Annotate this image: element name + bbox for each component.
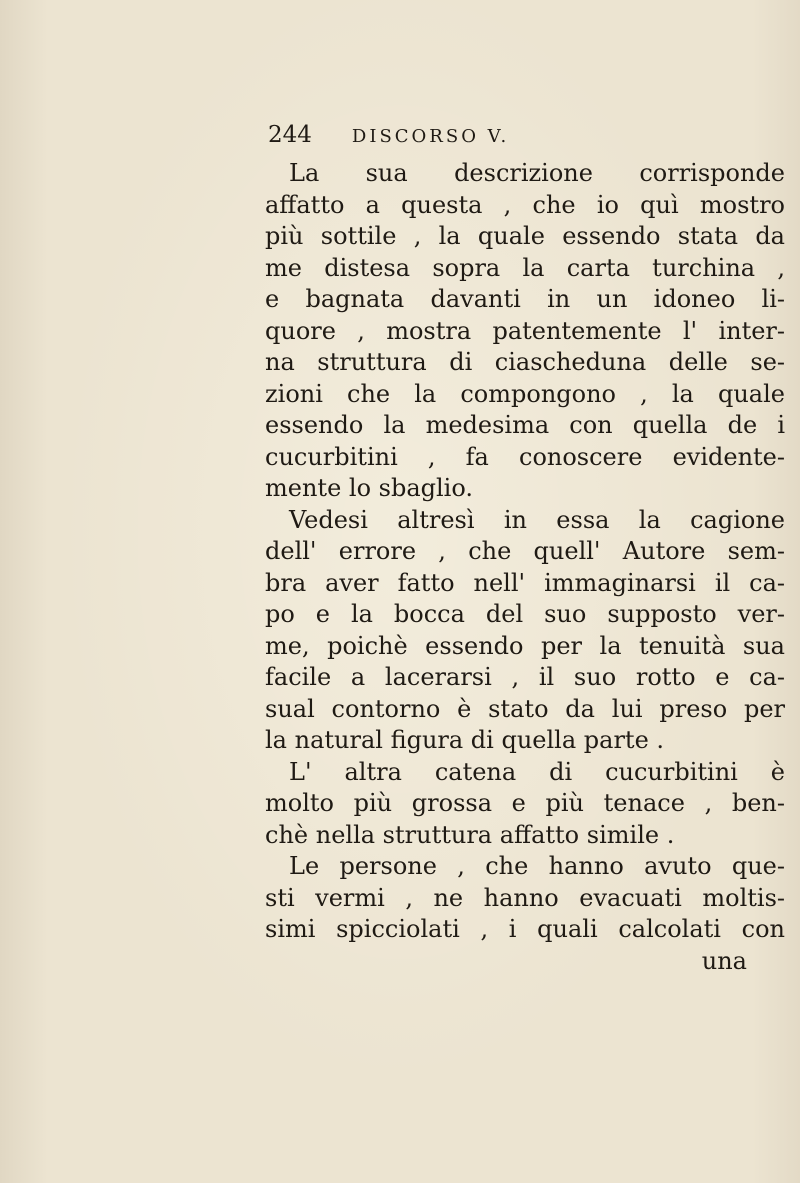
text-line: quore , mostra patentemente l' inter- (265, 316, 785, 345)
text-line: e bagnata davanti in un idoneo li- (265, 285, 785, 313)
text-line: Le persone , che hanno avuto que- (289, 852, 785, 880)
text-line: facile a lacerarsi , il suo rotto e ca- (265, 663, 785, 691)
text-line: affatto a questa , che io quì mostro (265, 190, 785, 219)
text-line: me distesa sopra la carta turchina , (265, 253, 785, 282)
text-line: L' altra catena di cucurbitini è (289, 757, 785, 786)
text-line: sti vermi , ne hanno evacuati moltis- (265, 883, 785, 912)
text-line: mente lo sbaglio. (265, 474, 474, 502)
text-line: molto più grossa e più tenace , ben- (265, 789, 785, 817)
text-line: bra aver fatto nell' immaginarsi il ca- (265, 568, 785, 597)
page-number: 244 (268, 122, 312, 148)
text-line: essendo la medesima con quella de i (265, 411, 785, 439)
text-line: cucurbitini , fa conoscere evidente- (265, 442, 785, 471)
text-line: dell' errore , che quell' Autore sem- (265, 537, 785, 565)
text-line: sual contorno è stato da lui preso per (265, 694, 785, 723)
body-text (265, 158, 785, 977)
running-head: DISCORSO V. (351, 126, 510, 147)
text-line: Vedesi altresì in essa la cagione (289, 505, 785, 534)
text-line: po e la bocca del suo supposto ver- (265, 600, 785, 628)
text-line: chè nella struttura affatto simile . (265, 820, 675, 849)
text-line: simi spicciolati , i quali calcolati con (265, 915, 785, 943)
text-line: La sua descrizione corrisponde (289, 159, 785, 187)
text-line: zioni che la compongono , la quale (265, 379, 785, 408)
text-line: una (701, 946, 747, 975)
text-line: me, poichè essendo per la tenuità sua (265, 631, 785, 660)
page-header (268, 122, 509, 152)
text-line: la natural figura di quella parte . (265, 726, 665, 754)
text-line: na struttura di ciascheduna delle se- (265, 348, 785, 376)
text-line: più sottile , la quale essendo stata da (265, 222, 785, 250)
